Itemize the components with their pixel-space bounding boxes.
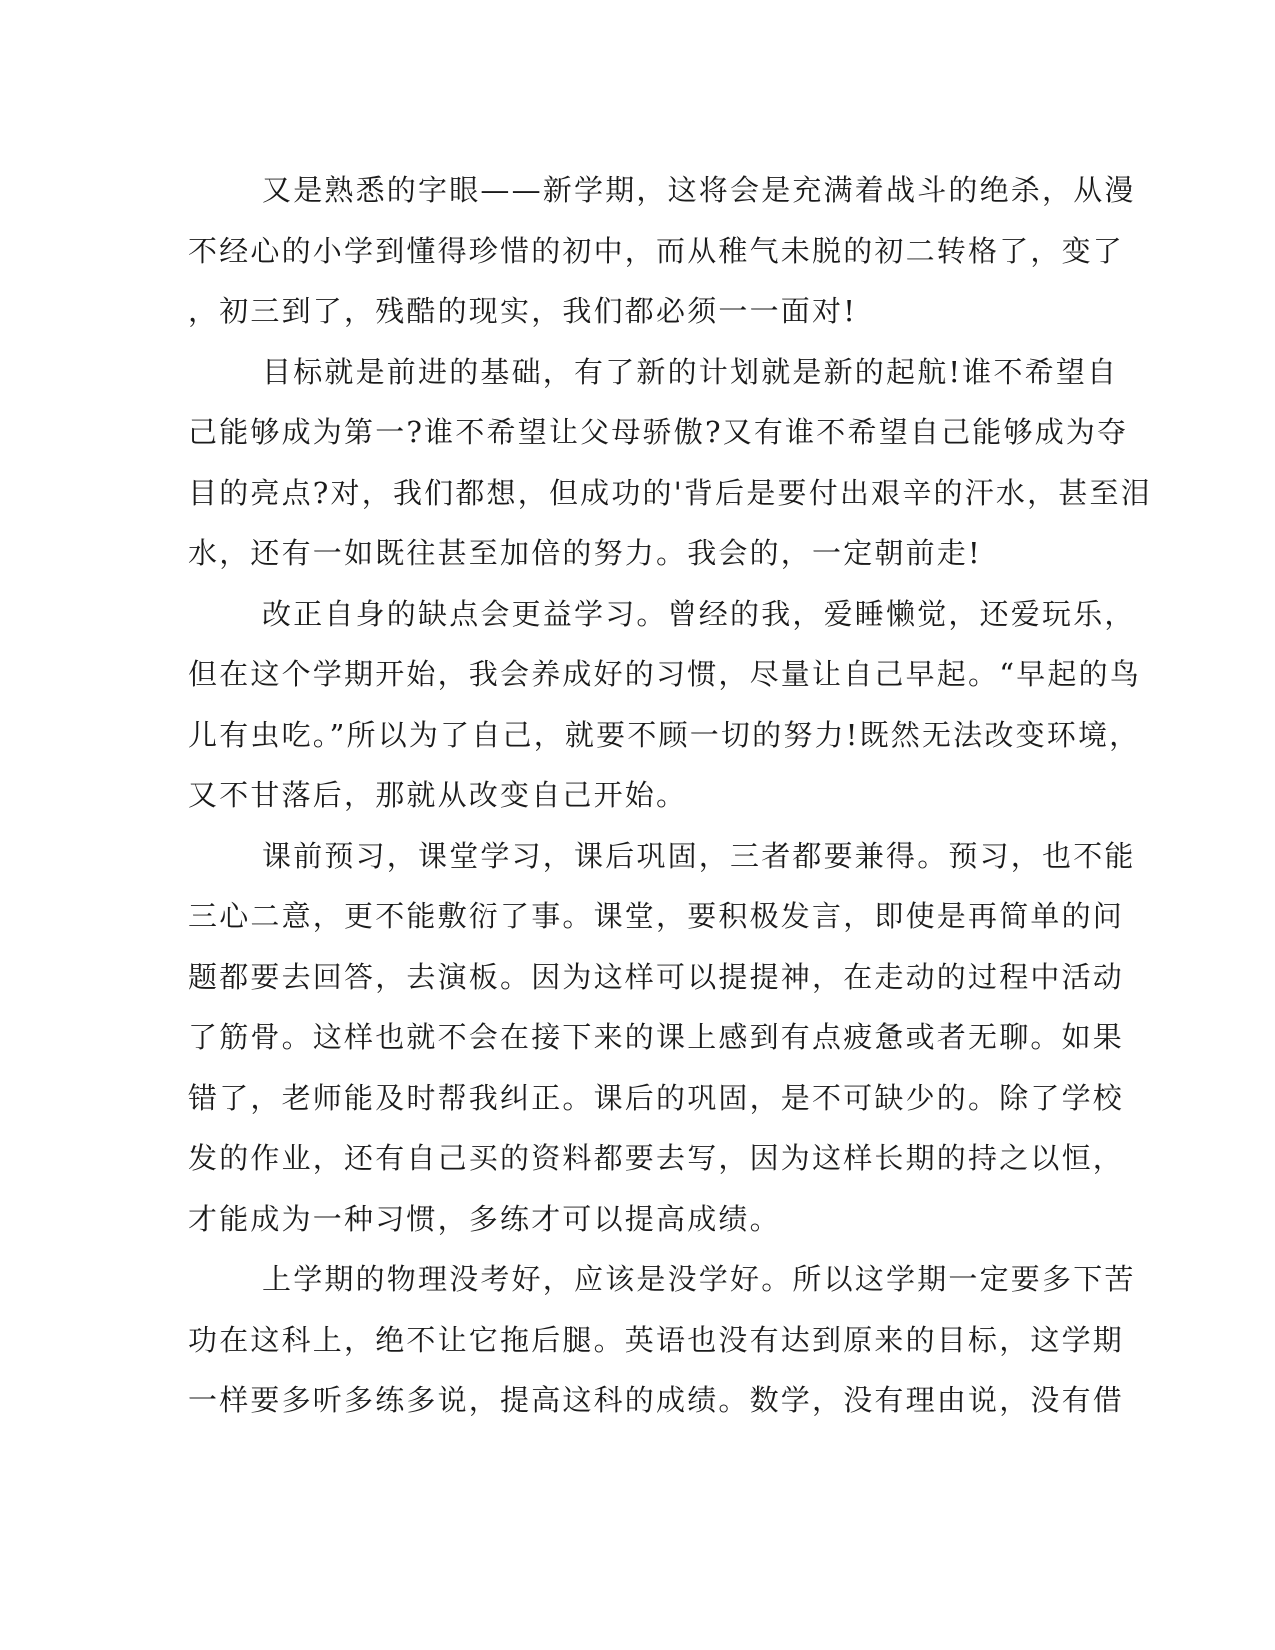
text-line: 课前预习，课堂学习，课后巩固，三者都要兼得。预习，也不能 (262, 838, 1136, 873)
text-line: 错了，老师能及时帮我纠正。课后的巩固，是不可缺少的。除了学校 (188, 1080, 1125, 1115)
text-line: 才能成为一种习惯，多练才可以提高成绩。 (188, 1201, 781, 1236)
text-line: 目标就是前进的基础，有了新的计划就是新的起航!谁不希望自 (262, 354, 1119, 389)
paragraph-4 (188, 826, 1136, 1250)
text-line: 儿有虫吃。”所以为了自己，就要不顾一切的努力!既然无法改变环境， (188, 717, 1141, 752)
text-line: 改正自身的缺点会更益学习。曾经的我，爱睡懒觉，还爱玩乐， (262, 596, 1136, 631)
paragraph-3 (188, 584, 1142, 826)
text-line: 己能够成为第一?谁不希望让父母骄傲?又有谁不希望自己能够成为夺 (188, 415, 1129, 449)
text-line: 又不甘落后，那就从改变自己开始。 (188, 778, 688, 812)
text-line: 又是熟悉的字眼——新学期，这将会是充满着战斗的绝杀，从漫 (262, 173, 1136, 207)
text-line: 功在这科上，绝不让它拖后腿。英语也没有达到原来的目标，这学期 (188, 1322, 1125, 1357)
paragraph-5 (188, 1249, 1136, 1431)
text-line: ，初三到了，残酷的现实，我们都必须一一面对! (188, 294, 858, 328)
text-line: 一样要多听多练多说，提高这科的成绩。数学，没有理由说，没有借 (188, 1383, 1125, 1417)
text-line: 发的作业，还有自己买的资料都要去写，因为这样长期的持之以恒， (188, 1141, 1125, 1175)
text-line: 三心二意，更不能敷衍了事。课堂，要积极发言，即使是再简单的问 (188, 899, 1125, 933)
text-line: 不经心的小学到懂得珍惜的初中，而从稚气未脱的初二转格了，变了 (188, 233, 1125, 268)
paragraph-2 (188, 342, 1152, 584)
text-line: 上学期的物理没考好，应该是没学好。所以这学期一定要多下苦 (262, 1262, 1136, 1296)
text-line: 了筋骨。这样也就不会在接下来的课上感到有点疲惫或者无聊。如果 (188, 1020, 1125, 1054)
document-body (188, 160, 1152, 1431)
text-line: 目的亮点?对，我们都想，但成功的'背后是要付出艰辛的汗水，甚至泪 (188, 475, 1152, 510)
text-line: 水，还有一如既往甚至加倍的努力。我会的，一定朝前走! (188, 536, 982, 570)
text-line: 但在这个学期开始，我会养成好的习惯，尽量让自己早起。“早起的鸟 (188, 657, 1142, 691)
text-line: 题都要去回答，去演板。因为这样可以提提神，在走动的过程中活动 (188, 959, 1125, 994)
paragraph-1 (188, 160, 1136, 342)
